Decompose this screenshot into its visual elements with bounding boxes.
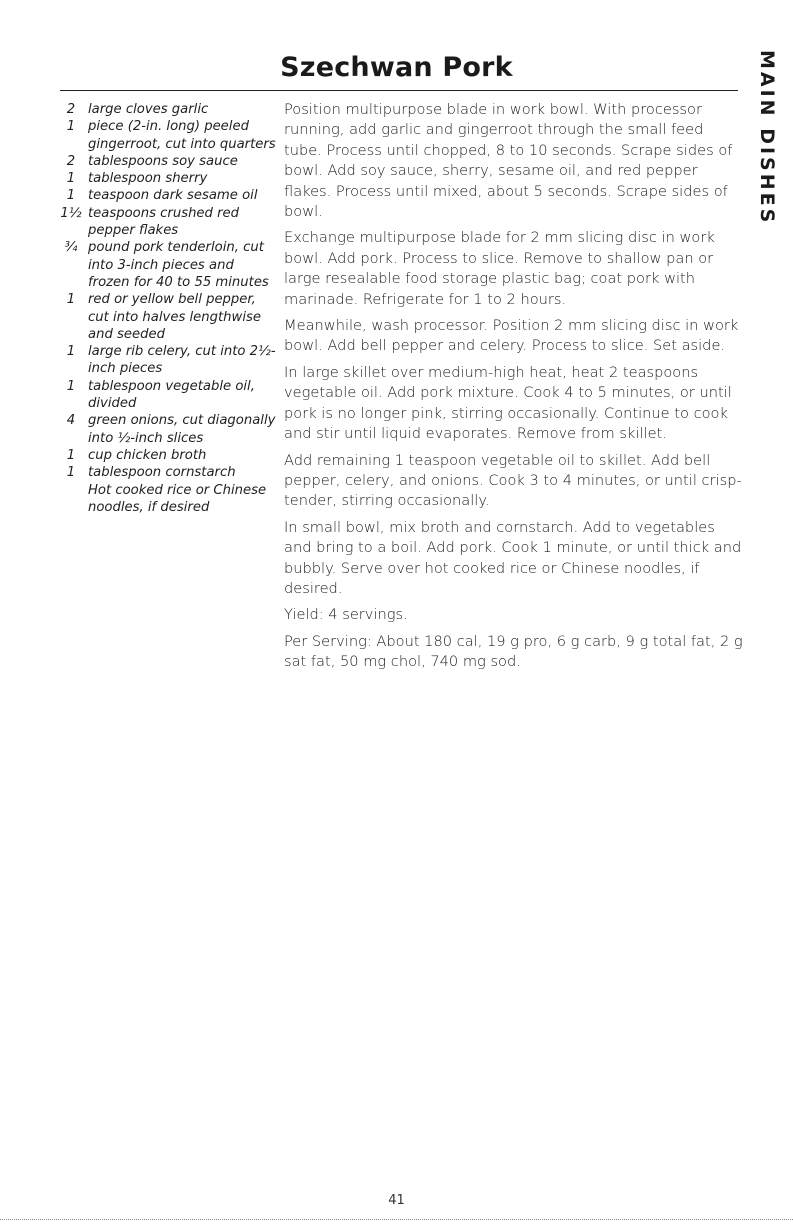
ingredient-text: Hot cooked rice or Chinese noodles, if desired [88, 482, 267, 515]
ingredient-text: tablespoons soy sauce [88, 153, 238, 169]
ingredient-qty: 1 [66, 171, 76, 187]
ingredient-qty: 2 [66, 102, 76, 117]
ingredient-item [56, 343, 278, 378]
ingredient-text: tablespoon sherry [88, 171, 208, 187]
page-number: 41 [388, 1193, 405, 1208]
ingredient-item [56, 187, 278, 204]
ingredient-item [56, 291, 278, 343]
ingredient-qty: 1 [66, 344, 76, 360]
ingredient-item [56, 205, 278, 240]
ingredient-qty: ¾ [64, 240, 78, 256]
ingredient-item [56, 464, 278, 481]
ingredient-text: piece (2-in. long) peeled gingerroot, cut into quarters [88, 119, 276, 152]
directions [284, 100, 744, 679]
page-bottom-edge [0, 1219, 793, 1220]
ingredient-qty: 1½ [60, 205, 82, 221]
ingredient-item [56, 412, 278, 447]
ingredient-qty: 1 [66, 119, 76, 135]
direction-step: In large skillet over medium-high heat, heat 2 teaspoons vegetable oil. Add pork mixture. Cook 4 to 5 minutes, or until pork is no longer pink, stirring occasionally. Continue to cook and stir until liquid evaporates. Remove from skillet. [284, 363, 732, 443]
ingredient-text: tablespoon vegetable oil, divided [88, 378, 255, 412]
ingredient-qty [56, 482, 88, 517]
yield: Yield: 4 servings. [284, 606, 408, 624]
recipe-title: Szechwan Pork [280, 52, 513, 83]
ingredient-text: cup chicken broth [88, 447, 207, 463]
title-divider [60, 90, 738, 91]
direction-step: In small bowl, mix broth and cornstarch. Add to vegetables and bring to a boil. Add pork. Cook 1 minute, or until thick and bubbly. Serve over hot cooked rice or Chinese noodles, if desired. [284, 518, 742, 597]
ingredient-text: green onions, cut diagonally into ½-inch slices [88, 413, 276, 446]
ingredient-text: pound pork tenderloin, cut into 3-inch pieces and frozen for 40 to 55 minutes [88, 240, 269, 290]
direction-step: Meanwhile, wash processor. Position 2 mm slicing disc in work bowl. Add bell pepper and celery. Process to slice. Set aside. [284, 317, 739, 355]
section-tab: MAIN DISHES [756, 50, 778, 226]
ingredient-text: tablespoon cornstarch [88, 465, 236, 481]
ingredient-qty: 1 [66, 378, 76, 394]
ingredient-item [56, 482, 278, 517]
ingredient-qty: 1 [66, 188, 76, 204]
ingredient-qty: 1 [66, 292, 76, 308]
ingredient-qty: 2 [66, 153, 76, 169]
ingredient-text: red or yellow bell pepper, cut into halves lengthwise and seeded [88, 292, 261, 342]
ingredient-item [56, 170, 278, 187]
ingredient-qty: 1 [66, 447, 76, 463]
ingredient-qty: 4 [66, 413, 76, 429]
ingredient-item [56, 118, 278, 153]
ingredient-text: large cloves garlic [88, 102, 209, 117]
ingredient-item [56, 153, 278, 170]
ingredient-text: teaspoon dark sesame oil [88, 188, 258, 204]
ingredient-text: teaspoons crushed red pepper flakes [88, 205, 240, 239]
ingredient-item [56, 447, 278, 464]
ingredient-item [56, 239, 278, 291]
direction-step: Exchange multipurpose blade for 2 mm slicing disc in work bowl. Add pork. Process to slice. Remove to shallow pan or large resealable food storage plastic bag; coat pork with marinade. Refrigerate for 1 to 2 hours. [284, 229, 715, 308]
direction-step: Add remaining 1 teaspoon vegetable oil to skillet. Add bell pepper, celery, and onions. Cook 3 to 4 minutes, or until crisp-tender, stirring occasionally. [284, 451, 742, 510]
ingredient-item [56, 101, 278, 118]
nutrition-info: Per Serving: About 180 cal, 19 g pro, 6 g carb, 9 g total fat, 2 g sat fat, 50 mg chol, 740 mg sod. [284, 632, 743, 671]
ingredient-qty: 1 [66, 465, 76, 481]
ingredient-list [56, 101, 278, 516]
ingredient-text: large rib celery, cut into 2½-inch pieces [88, 344, 276, 377]
ingredient-item [56, 378, 278, 413]
direction-step: Position multipurpose blade in work bowl. With processor running, add garlic and gingerroot through the small feed tube. Process until chopped, 8 to 10 seconds. Scrape sides of bowl. Add soy sauce, sherry, sesame oil, and red pepper flakes. Process until mixed, about 5 seconds. Scrape sides of bowl. [284, 101, 733, 221]
